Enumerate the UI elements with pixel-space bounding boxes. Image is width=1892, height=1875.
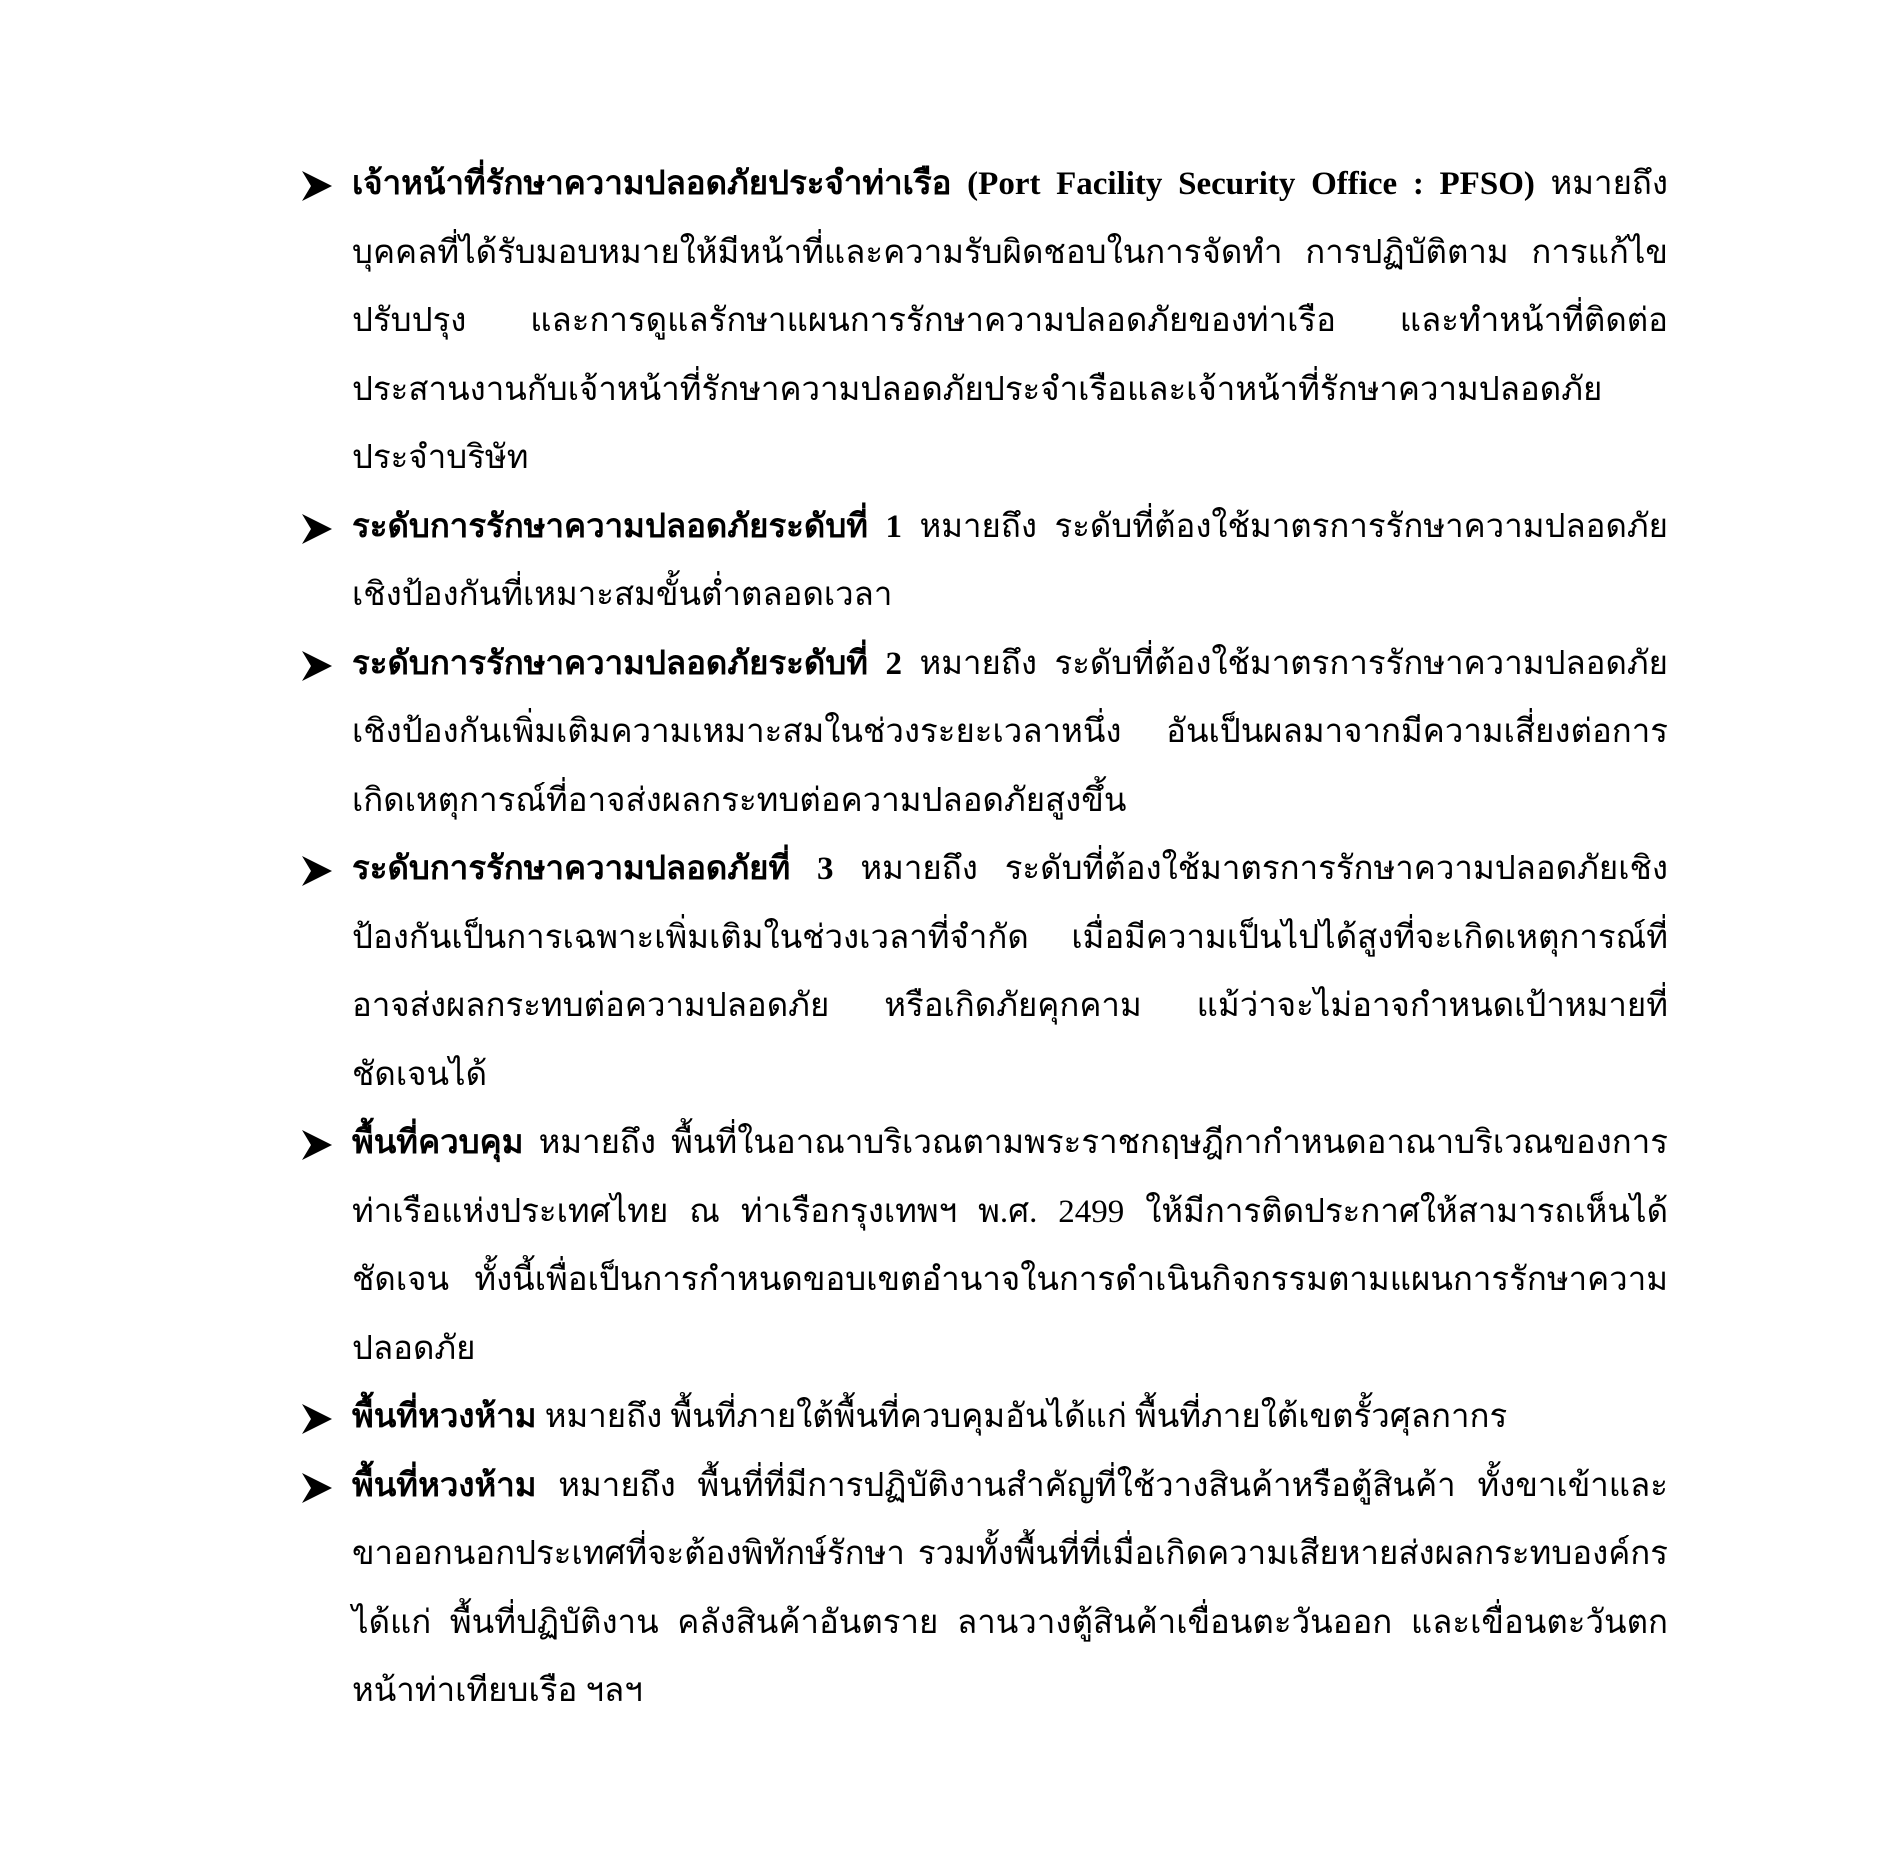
definition-term: ระดับการรักษาความปลอดภัยระดับที่ 1 — [352, 508, 903, 545]
definition-item — [300, 1452, 1668, 1726]
definition-item — [300, 1383, 1668, 1452]
arrowhead-bullet-icon — [300, 1402, 334, 1436]
definition-text: หมายถึง ระดับที่ต้องใช้มาตรการรักษาความปลอดภัยเชิงป้องกันเพิ่มเติมความเหมาะสมในช่วงระยะเวลาหนึ่ง อันเป็นผลมาจากมีความเสี่ยงต่อการเกิดเหตุการณ์ที่อาจส่งผลกระทบต่อความปลอดภัยสูงขึ้น — [352, 645, 1668, 819]
definition-term: พื้นที่หวงห้าม — [352, 1399, 537, 1435]
definition-term: พื้นที่ควบคุม — [352, 1125, 524, 1161]
definition-item — [300, 150, 1668, 493]
definition-text: หมายถึง พื้นที่ภายใต้พื้นที่ควบคุมอันได้แก่ พื้นที่ภายใต้เขตรั้วศุลกากร — [536, 1399, 1508, 1435]
arrowhead-bullet-icon — [300, 854, 334, 888]
definition-text: หมายถึง ระดับที่ต้องใช้มาตรการรักษาความปลอดภัยเชิงป้องกันเป็นการเฉพาะเพิ่มเติมในช่วงเวลาที่จำกัด เมื่อมีความเป็นไปได้สูงที่จะเกิดเหตุการณ์ที่อาจส่งผลกระทบต่อความปลอดภัย หรือเกิดภัยคุกคาม แม้ว่าจะไม่อาจกำหนดเป้าหมายที่ชัดเจนได้ — [352, 851, 1668, 1093]
definition-item — [300, 1109, 1668, 1383]
definition-item — [300, 835, 1668, 1109]
arrowhead-bullet-icon — [300, 649, 334, 683]
arrowhead-bullet-icon — [300, 1471, 334, 1505]
definition-term: พื้นที่หวงห้าม — [352, 1467, 537, 1504]
definition-text: หมายถึง พื้นที่ในอาณาบริเวณตามพระราชกฤษฎีกากำหนดอาณาบริเวณของการท่าเรือแห่งประเทศไทย ณ ท่าเรือกรุงเทพฯ พ.ศ. 2499 ให้มีการติดประกาศให้สามารถเห็นได้ชัดเจน ทั้งนี้เพื่อเป็นการกำหนดขอบเขตอำนาจในการดำเนินกิจกรรมตามแผนการรักษาความปลอดภัย — [352, 1125, 1668, 1367]
definition-item — [300, 630, 1668, 836]
arrowhead-bullet-icon — [300, 512, 334, 546]
definition-term: ระดับการรักษาความปลอดภัยระดับที่ 2 — [352, 645, 903, 682]
definition-list — [300, 150, 1668, 1726]
definition-text: หมายถึง ระดับที่ต้องใช้มาตรการรักษาความปลอดภัยเชิงป้องกันที่เหมาะสมขั้นต่ำตลอดเวลา — [352, 508, 1668, 613]
definition-text: หมายถึง พื้นที่ที่มีการปฏิบัติงานสำคัญที่ใช้วางสินค้าหรือตู้สินค้า ทั้งขาเข้าและขาออกนอกประเทศที่จะต้องพิทักษ์รักษา รวมทั้งพื้นที่ที่เมื่อเกิดความเสียหายส่งผลกระทบองค์กร ได้แก่ พื้นที่ปฏิบัติงาน คลังสินค้าอันตราย ลานวางตู้สินค้าเขื่อนตะวันออก และเขื่อนตะวันตก หน้าท่าเทียบเรือ ฯลฯ — [352, 1467, 1668, 1709]
definition-item — [300, 493, 1668, 630]
arrowhead-bullet-icon — [300, 1128, 334, 1162]
definition-term: ระดับการรักษาความปลอดภัยที่ 3 — [352, 851, 834, 887]
definition-term: เจ้าหน้าที่รักษาความปลอดภัยประจำท่าเรือ (Port Facility Security Office : PFSO) — [352, 166, 1535, 202]
definition-text: หมายถึง บุคคลที่ได้รับมอบหมายให้มีหน้าที่และความรับผิดชอบในการจัดทำ การปฏิบัติตาม การแก้ไข ปรับปรุง และการดูแลรักษาแผนการรักษาความปลอดภัยของท่าเรือ และทำหน้าที่ติดต่อประสานงานกับเจ้าหน้าที่รักษาความปลอดภัยประจำเรือและเจ้าหน้าที่รักษาความปลอดภัยประจำบริษัท — [352, 166, 1668, 476]
arrowhead-bullet-icon — [300, 169, 334, 203]
